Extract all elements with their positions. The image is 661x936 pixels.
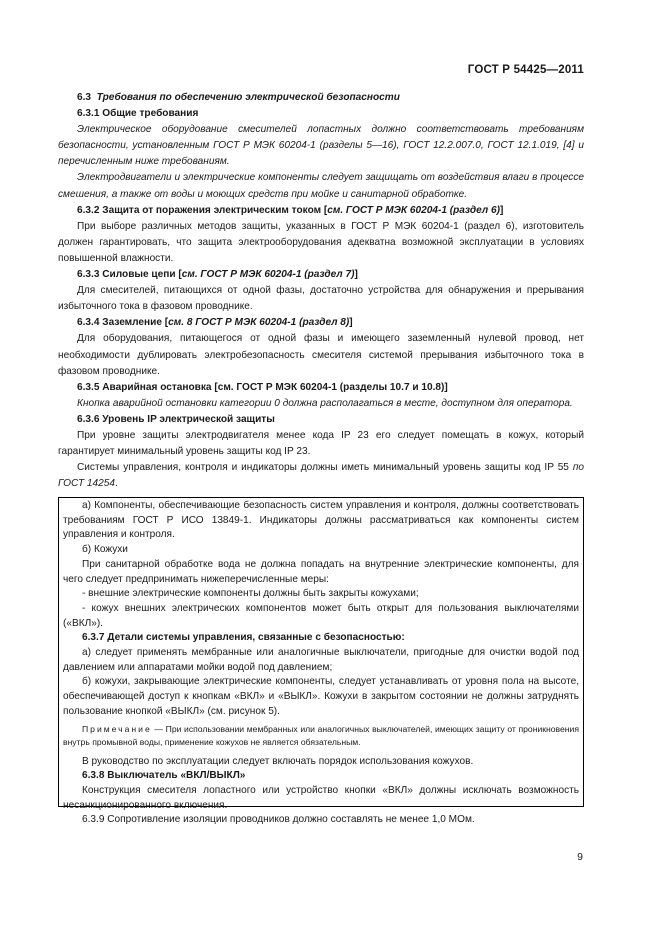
box-item-b-title: б) Кожухи bbox=[82, 544, 128, 556]
document-code: ГОСТ Р 54425—2011 bbox=[467, 64, 584, 76]
subsection-633-title: 6.3.3 Силовые цепи [см. ГОСТ Р МЭК 60204-1 (раздел 7)] bbox=[77, 269, 358, 281]
subsection-633-paragraph: Для смесителей, питающихся от одной фазы, достаточно устройства для обнаружения и прерывания избыточного тока в фазовом проводнике. bbox=[58, 285, 584, 313]
section-title bbox=[58, 90, 584, 106]
subsection-631-title: 6.3.1 Общие требования bbox=[77, 108, 199, 120]
main-text bbox=[58, 90, 584, 492]
subsection-636-paragraph-1: При уровне защиты электродвигателя менее кода IP 23 его следует помещать в кожух, который гарантирует минимальный уровень защиты код IP 23. bbox=[58, 429, 584, 458]
box-item-b-paragraph: При санитарной обработке вода не должна попадать на внутренние электрические компоненты, для чего следует предпринимать нижеперечисленные меры: bbox=[63, 558, 579, 585]
note bbox=[63, 723, 579, 749]
subsection-637-title: 6.3.7 Детали системы управления, связанные с безопасностью: bbox=[82, 632, 405, 644]
subsection-638-paragraph: Конструкция смесителя лопастного или устройство кнопки «ВКЛ» должны исключать возможность несанкционированного включения. bbox=[63, 784, 579, 811]
subsection-636-paragraph-2: Системы управления, контроля и индикаторы должны иметь минимальный уровень защиты код IP 55 по ГОСТ 14254. bbox=[58, 462, 584, 490]
boxed-insertion-text bbox=[58, 499, 584, 828]
subsection-631-paragraph-1: Электрическое оборудование смесителей лопастных должно соответствовать требованиям безопасности, установленным ГОСТ Р МЭК 60204-1 (разделы 5—16), ГОСТ 12.2.007.0, ГОСТ 12.1.019, [4] и перечисленным ниже требованиям. bbox=[58, 124, 584, 168]
box-item-a: а) Компоненты, обеспечивающие безопасность систем управления и контроля, должны соответствовать требованиям ГОСТ Р ИСО 13849-1. Индикаторы должны рассматриваться как компоненты систем управления и контроля. bbox=[63, 500, 579, 541]
subsection-634-title: 6.3.4 Заземление [см. 8 ГОСТ Р МЭК 60204-1 (раздел 8)] bbox=[77, 317, 353, 329]
note-text: — При использовании мембранных или аналогичных выключателей, имеющих защиту от проникновения внутрь промывной воды, применение кожухов не является обязательным. bbox=[63, 723, 579, 747]
subsection-636-title: 6.3.6 Уровень IP электрической защиты bbox=[77, 413, 275, 425]
subsection-637-item-b: б) кожухи, закрывающие электрические компоненты, следует устанавливать от уровня пола на высоте, обеспечивающей доступ к кнопкам «ВКЛ» и «ВЫКЛ». Кожухи в закрытом состоянии не должны затруднять пользование кнопкой «ВЫКЛ» (см. рисунок 5). bbox=[63, 676, 579, 717]
manual-instruction: В руководство по эксплуатации следует включать порядок использования кожухов. bbox=[82, 755, 474, 767]
subsection-634-paragraph: Для оборудования, питающегося от одной фазы и имеющего заземленный нулевой провод, нет необходимости дублировать электробезопасность смесителя системой прерывания избыточного тока в фазовом проводнике. bbox=[58, 333, 584, 377]
section-number: 6.3 bbox=[77, 92, 92, 103]
note-label: Примечание bbox=[82, 723, 152, 734]
box-dash-item-1: - внешние электрические компоненты должны быть закрыты кожухами; bbox=[82, 588, 419, 600]
subsection-637-item-a: а) следует применять мембранные или аналогичные выключатели, пригодные для очистки водой под давлением или аппаратами мойки водой под давлением; bbox=[63, 647, 579, 673]
subsection-631-paragraph-2: Электродвигатели и электрические компоненты следует защищать от воздействия влаги в процессе смешения, а также от воды и моющих средств при мойке и санитарной обработке. bbox=[58, 172, 584, 200]
box-dash-item-2: - кожух внешних электрических компонентов может быть открыт для пользования выключателями («ВКЛ»). bbox=[63, 602, 579, 629]
subsection-639-paragraph: 6.3.9 Сопротивление изоляции проводников должно составлять не менее 1,0 МОм. bbox=[82, 814, 475, 826]
subsection-635-title: 6.3.5 Аварийная остановка [см. ГОСТ Р МЭК 60204-1 (разделы 10.7 и 10.8)] bbox=[77, 381, 448, 393]
section-heading: Требования по обеспечению электрической безопасности bbox=[96, 92, 400, 103]
page-number: 9 bbox=[577, 851, 583, 863]
subsection-632-title: 6.3.2 Защита от поражения электрическим током [см. ГОСТ Р МЭК 60204-1 (раздел 6)] bbox=[77, 204, 504, 216]
subsection-638-title: 6.3.8 Выключатель «ВКЛ/ВЫКЛ» bbox=[82, 770, 246, 782]
subsection-632-paragraph: При выборе различных методов защиты, указанных в ГОСТ Р МЭК 60204-1 (раздел 6), изготовитель должен гарантировать, что защита электрооборудования адекватна возможной эксплуатации в условиях повышенной влажности. bbox=[58, 220, 584, 264]
subsection-635-paragraph: Кнопка аварийной остановки категории 0 должна располагаться в месте, доступном для оператора. bbox=[77, 397, 573, 409]
